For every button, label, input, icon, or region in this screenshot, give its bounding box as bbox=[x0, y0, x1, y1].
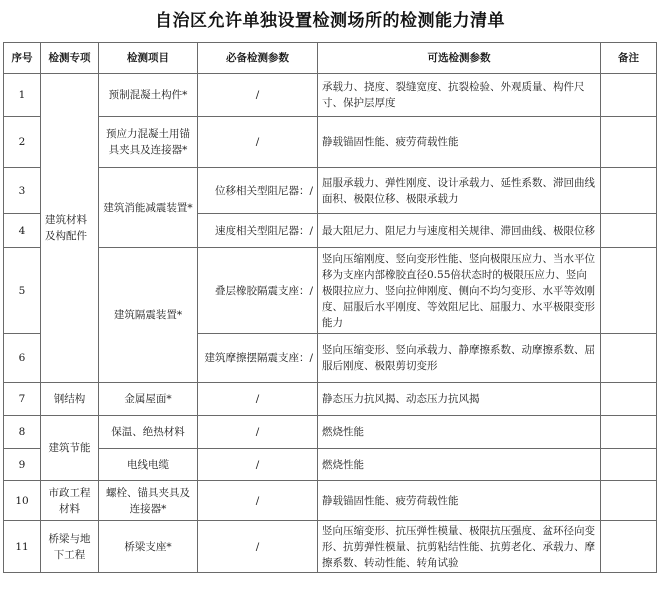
cell-optional: 竖向压缩刚度、竖向变形性能、竖向极限压应力、当水平位移为支座内部橡胶直径0.55倍状态时的极限压应力、竖向极限拉应力、竖向拉伸刚度、侧向不均匀变形、水平等效刚度、屈服后水平刚度、等效阻尼比、屈服力、水平极限变形能力 bbox=[318, 248, 601, 334]
cell-optional: 屈服承载力、弹性刚度、设计承载力、延性系数、滞回曲线面积、极限位移、极限承载力 bbox=[318, 168, 601, 214]
cell-optional: 静载锚固性能、疲劳荷载性能 bbox=[318, 481, 601, 521]
cell-remarks bbox=[601, 117, 657, 168]
cell-item: 预应力混凝土用锚具夹具及连接器* bbox=[99, 117, 198, 168]
cell-seq: 1 bbox=[4, 74, 41, 117]
page-title: 自治区允许单独设置检测场所的检测能力清单 bbox=[155, 11, 505, 31]
cell-seq: 9 bbox=[4, 449, 41, 481]
cell-required: 速度相关型阻尼器：/ bbox=[198, 214, 318, 248]
cell-item-damping: 建筑消能减震装置* bbox=[99, 168, 198, 248]
cell-remarks bbox=[601, 334, 657, 383]
cell-seq: 11 bbox=[4, 521, 41, 573]
cell-category-municipal: 市政工程材料 bbox=[41, 481, 99, 521]
cell-item-isolation: 建筑隔震装置* bbox=[99, 248, 198, 383]
cell-remarks bbox=[601, 449, 657, 481]
cell-seq: 10 bbox=[4, 481, 41, 521]
cell-optional: 竖向压缩变形、抗压弹性模量、极限抗压强度、盆环径向变形、抗剪弹性模量、抗剪粘结性能、抗剪老化、承载力、摩擦系数、转动性能、转角试验 bbox=[318, 521, 601, 573]
cell-category-building-materials: 建筑材料及构配件 bbox=[41, 74, 99, 383]
cell-category-energy: 建筑节能 bbox=[41, 416, 99, 481]
cell-required: / bbox=[198, 481, 318, 521]
cell-category-steel: 钢结构 bbox=[41, 383, 99, 416]
cell-remarks bbox=[601, 416, 657, 449]
cell-seq: 3 bbox=[4, 168, 41, 214]
cell-required: / bbox=[198, 521, 318, 573]
cell-seq: 8 bbox=[4, 416, 41, 449]
cell-optional: 静载锚固性能、疲劳荷载性能 bbox=[318, 117, 601, 168]
table-row bbox=[4, 416, 657, 449]
cell-remarks bbox=[601, 168, 657, 214]
cell-required: / bbox=[198, 383, 318, 416]
table-row bbox=[4, 521, 657, 573]
cell-remarks bbox=[601, 383, 657, 416]
cell-optional: 承载力、挠度、裂缝宽度、抗裂检验、外观质量、构件尺寸、保护层厚度 bbox=[318, 74, 601, 117]
cell-item: 桥梁支座* bbox=[99, 521, 198, 573]
cell-seq: 6 bbox=[4, 334, 41, 383]
cell-optional: 最大阻尼力、阻尼力与速度相关规律、滞回曲线、极限位移 bbox=[318, 214, 601, 248]
table-row bbox=[4, 117, 657, 168]
header-item: 检测项目 bbox=[99, 43, 198, 74]
cell-required: 位移相关型阻尼器：/ bbox=[198, 168, 318, 214]
header-category: 检测专项 bbox=[41, 43, 99, 74]
header-optional: 可选检测参数 bbox=[318, 43, 601, 74]
cell-required: / bbox=[198, 416, 318, 449]
table-row bbox=[4, 449, 657, 481]
cell-item: 预制混凝土构件* bbox=[99, 74, 198, 117]
table-row bbox=[4, 74, 657, 117]
cell-item: 金属屋面* bbox=[99, 383, 198, 416]
cell-required: / bbox=[198, 449, 318, 481]
cell-optional: 竖向压缩变形、竖向承载力、静摩擦系数、动摩擦系数、屈服后刚度、极限剪切变形 bbox=[318, 334, 601, 383]
capability-table bbox=[3, 42, 657, 573]
cell-remarks bbox=[601, 521, 657, 573]
table-header-row bbox=[4, 43, 657, 74]
cell-seq: 7 bbox=[4, 383, 41, 416]
cell-remarks bbox=[601, 74, 657, 117]
cell-category-bridge: 桥梁与地下工程 bbox=[41, 521, 99, 573]
cell-required: 建筑摩擦摆隔震支座：/ bbox=[198, 334, 318, 383]
cell-optional: 静态压力抗风揭、动态压力抗风揭 bbox=[318, 383, 601, 416]
cell-required: / bbox=[198, 117, 318, 168]
cell-item: 电线电缆 bbox=[99, 449, 198, 481]
header-seq: 序号 bbox=[4, 43, 41, 74]
cell-required: / bbox=[198, 74, 318, 117]
cell-optional: 燃烧性能 bbox=[318, 449, 601, 481]
cell-item: 保温、绝热材料 bbox=[99, 416, 198, 449]
header-required: 必备检测参数 bbox=[198, 43, 318, 74]
cell-item: 螺栓、锚具夹具及连接器* bbox=[99, 481, 198, 521]
table-row bbox=[4, 481, 657, 521]
cell-optional: 燃烧性能 bbox=[318, 416, 601, 449]
cell-required: 叠层橡胶隔震支座：/ bbox=[198, 248, 318, 334]
cell-remarks bbox=[601, 481, 657, 521]
header-remarks: 备注 bbox=[601, 43, 657, 74]
table-row bbox=[4, 248, 657, 334]
table-row bbox=[4, 168, 657, 214]
cell-seq: 2 bbox=[4, 117, 41, 168]
cell-remarks bbox=[601, 248, 657, 334]
cell-seq: 4 bbox=[4, 214, 41, 248]
table-row bbox=[4, 383, 657, 416]
cell-seq: 5 bbox=[4, 248, 41, 334]
cell-remarks bbox=[601, 214, 657, 248]
